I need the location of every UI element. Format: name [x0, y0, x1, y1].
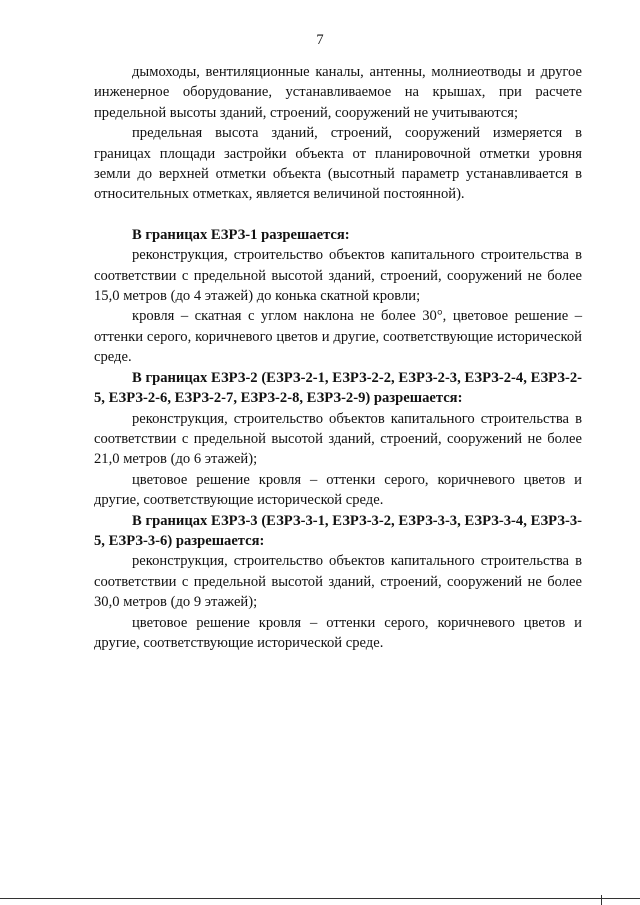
heading-ezrz-3: В границах ЕЗРЗ-3 (ЕЗРЗ-3-1, ЕЗРЗ-3-2, ЕЗРЗ-3-3, ЕЗРЗ-3-4, ЕЗРЗ-3-5, ЕЗРЗ-3-6) разрешается:	[94, 512, 582, 549]
document-body	[94, 62, 582, 653]
heading-ezrz-1: В границах ЕЗРЗ-1 разрешается:	[132, 226, 350, 243]
paragraph-ezrz-3-construction: реконструкция, строительство объектов капитального строительства в соответствии с предельной высотой зданий, строений, сооружений не более 30,0 метров (до 9 этажей);	[94, 553, 582, 611]
paragraph-ezrz-3-roof-color: цветовое решение кровля – оттенки серого, коричневого цветов и другие, соответствующие исторической среде.	[94, 614, 582, 651]
page-number: 7	[316, 32, 324, 48]
heading-ezrz-2: В границах ЕЗРЗ-2 (ЕЗРЗ-2-1, ЕЗРЗ-2-2, ЕЗРЗ-2-3, ЕЗРЗ-2-4, ЕЗРЗ-2-5, ЕЗРЗ-2-6, ЕЗРЗ-2-7, ЕЗРЗ-2-8, ЕЗРЗ-2-9) разрешается:	[94, 369, 582, 407]
paragraph-ezrz-2-construction: реконструкция, строительство объектов капитального строительства в соответствии с предельной высотой зданий, строений, сооружений не более 21,0 метров (до 6 этажей);	[94, 410, 582, 468]
scan-corner-mark	[601, 895, 602, 905]
paragraph-height-measurement: предельная высота зданий, строений, сооружений измеряется в границах площади застройки объекта от планировочной отметки уровня земли до верхней отметки объекта (высотный параметр устанавливается в относительных отметках, является величиной постоянной).	[94, 125, 582, 203]
paragraph-ezrz-2-roof-color: цветовое решение кровля – оттенки серого, коричневого цветов и другие, соответствующие исторической среде.	[94, 471, 582, 509]
paragraph-chimneys-exclusion: дымоходы, вентиляционные каналы, антенны, молниеотводы и другое инженерное оборудование, устанавливаемое на крышах, при расчете предельной высоты зданий, строений, сооружений не учитываются;	[94, 64, 582, 121]
scan-bottom-edge	[0, 898, 640, 899]
section-spacer	[94, 205, 582, 225]
paragraph-ezrz-1-roof: кровля – скатная с углом наклона не более 30°, цветовое решение – оттенки серого, коричневого цветов и другие, соответствующие исторической среде.	[94, 308, 582, 366]
paragraph-ezrz-1-construction: реконструкция, строительство объектов капитального строительства в соответствии с предельной высотой зданий, строений, сооружений не более 15,0 метров (до 4 этажей) до конька скатной кровли;	[94, 247, 582, 305]
